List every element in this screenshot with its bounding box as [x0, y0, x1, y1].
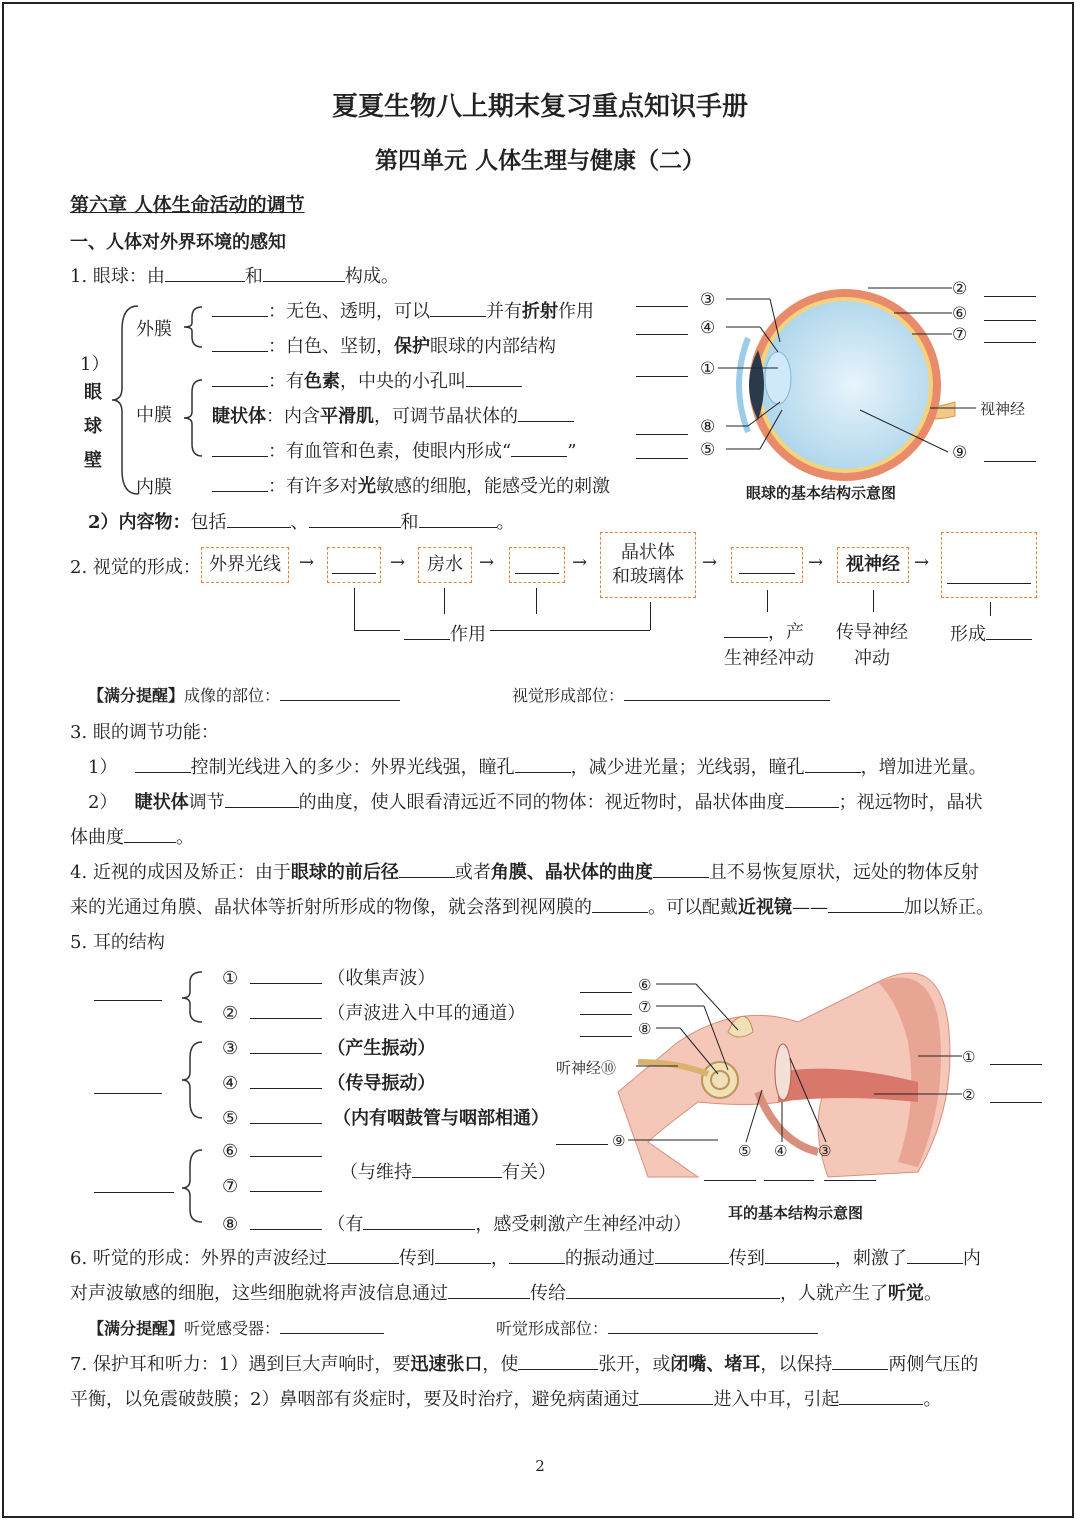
- flow-arrow: →: [572, 552, 588, 573]
- ear-item-7-desc: （与维持 有关）: [340, 1162, 556, 1183]
- eye-label-1: ①: [700, 359, 716, 379]
- section-heading: 一、人体对外界环境的感知: [70, 232, 286, 253]
- hearing-tip: 【满分提醒】听觉感受器：: [88, 1316, 384, 1339]
- auditory-nerve-label: 听神经⑩: [556, 1059, 617, 1077]
- retina-row: ：有许多对光敏感的细胞，能感受光的刺激: [212, 472, 610, 498]
- flow-arrow: →: [808, 552, 824, 573]
- flow-arrow: →: [702, 552, 718, 573]
- ear-label-8: ⑧: [638, 1020, 652, 1038]
- unit-subtitle: 第四单元 人体生理与健康（二）: [374, 147, 705, 174]
- outer-ear-blank[interactable]: [94, 1000, 162, 1001]
- outer-membrane-label: 外膜: [136, 319, 172, 340]
- adjust-line-3: 体曲度 。: [70, 827, 194, 848]
- ear-blank-4[interactable]: [764, 1180, 814, 1181]
- ear-diagram: [578, 962, 1048, 1192]
- myopia-line-2: 来的光通过角膜、晶状体等折射所形成的物像，就会落到视网膜的 。可以配戴近视镜—— 加以矫正。: [70, 897, 994, 918]
- connector: [767, 590, 768, 612]
- ear-item-8: ⑧ （有 ，感受刺激产生神经冲动）: [222, 1214, 692, 1235]
- ear-item-3: ③ （产生振动）: [222, 1038, 436, 1059]
- middle-membrane-label: 中膜: [136, 405, 172, 426]
- ear-label-6: ⑥: [638, 976, 652, 994]
- middle-brace: [180, 378, 206, 458]
- eye-question: 1. 眼球：由 和 构成。: [70, 266, 399, 287]
- ear-blank-8[interactable]: [580, 1036, 632, 1037]
- connector: [536, 588, 537, 614]
- eye-blank-6[interactable]: [984, 320, 1036, 321]
- ciliary-row: 睫状体：内含平滑肌，可调节晶状体的: [212, 402, 574, 428]
- eye-blank-9[interactable]: [984, 461, 1036, 462]
- ear-item-6: ⑥: [222, 1140, 322, 1162]
- flow-box-light: 外界光线: [201, 547, 289, 583]
- eye-label-6: ⑥: [952, 304, 968, 324]
- eye-diagram-caption: 眼球的基本结构示意图: [746, 484, 897, 502]
- hearing-line-1: 6. 听觉的形成：外界的声波经过 传到 ， 的振动通过 传到 ，刺激了 内: [70, 1248, 981, 1269]
- flow-box-lens: 晶状体 和玻璃体: [600, 532, 696, 598]
- flow-box-blank-2[interactable]: [509, 547, 565, 583]
- connector: [490, 630, 650, 631]
- eye-blank-2[interactable]: [984, 296, 1036, 297]
- outer-brace: [180, 305, 206, 349]
- eye-blank-1[interactable]: [636, 376, 688, 377]
- vision-tip-2: 视觉形成部位：: [512, 683, 830, 706]
- ear-label-1: ①: [962, 1048, 976, 1066]
- ear-blank-7[interactable]: [580, 1014, 632, 1015]
- connector: [873, 590, 874, 612]
- flow-arrow: →: [479, 552, 495, 573]
- vision-tip: 【满分提醒】成像的部位：: [88, 683, 400, 706]
- connector: [650, 602, 651, 630]
- eye-label-8: ⑧: [700, 417, 716, 437]
- ear-label-4: ④: [774, 1142, 788, 1160]
- eye-blank-5[interactable]: [636, 458, 688, 459]
- eye-blank-3[interactable]: [636, 306, 688, 307]
- choroid-row: ：有血管和色素，使眼内形成“ ”: [212, 437, 576, 463]
- form-note: 形成: [950, 620, 1032, 646]
- connector: [444, 588, 445, 614]
- flow-arrow: →: [914, 552, 930, 573]
- flow-box-optic-nerve: 视神经: [837, 547, 909, 583]
- protect-line-1: 7. 保护耳和听力：1）遇到巨大声响时，要迅速张口，使 张开，或闭嘴、堵耳，以保持 两侧气压的: [70, 1354, 979, 1375]
- ear-label-3: ③: [818, 1142, 832, 1160]
- ear-blank-6[interactable]: [580, 992, 632, 993]
- eye-wall-label: 眼 球 壁: [84, 382, 102, 471]
- ear-item-2: ② （声波进入中耳的通道）: [222, 1003, 526, 1024]
- ear-blank-9[interactable]: [556, 1144, 608, 1145]
- connector: [990, 602, 991, 616]
- eye-label-3: ③: [700, 290, 716, 310]
- eye-label-4: ④: [700, 318, 716, 338]
- eye-label-2: ②: [952, 279, 968, 299]
- inner-ear-blank[interactable]: [94, 1192, 174, 1193]
- optic-nerve-label: 视神经: [980, 400, 1026, 418]
- ear-label-7: ⑦: [638, 998, 652, 1016]
- flow-arrow: →: [299, 552, 315, 573]
- nerve-note: 传导神经 冲动: [836, 622, 908, 669]
- ear-braces: [178, 968, 208, 1224]
- ear-item-5: ⑤ （内有咽鼓管与咽部相通）: [222, 1108, 550, 1129]
- eye-blank-7[interactable]: [984, 342, 1036, 343]
- ear-label-9: ⑨: [612, 1132, 626, 1150]
- adjust-question: 3. 眼的调节功能：: [70, 722, 219, 743]
- chapter-heading: 第六章 人体生命活动的调节: [70, 194, 305, 216]
- protect-line-2: 平衡，以免震破鼓膜；2）鼻咽部有炎症时，要及时治疗，避免病菌通过 进入中耳，引起 。: [70, 1389, 942, 1410]
- eye-label-9: ⑨: [952, 443, 968, 463]
- ear-blank-2[interactable]: [990, 1102, 1042, 1103]
- inner-membrane-label: 内膜: [136, 477, 172, 498]
- hearing-line-2: 对声波敏感的细胞，这些细胞就将声波信息通过 传给 ，人就产生了听觉。: [70, 1283, 942, 1304]
- ear-blank-5[interactable]: [704, 1180, 756, 1181]
- ear-blank-1[interactable]: [990, 1064, 1042, 1065]
- page-title: 夏夏生物八上期末复习重点知识手册: [331, 92, 748, 122]
- eye-contents-row: 2）内容物：包括 、 和 。: [88, 512, 515, 533]
- flow-box-blank-3[interactable]: [731, 547, 803, 583]
- eye-blank-4[interactable]: [636, 334, 688, 335]
- adjust-line-2: 2） 睫状体调节 的曲度，使人眼看清远近不同的物体：视近物时，晶状体曲度 ；视远物时，晶状: [88, 792, 983, 813]
- ear-item-1: ① （收集声波）: [222, 968, 436, 989]
- iris-row: ：有色素，中央的小孔叫: [212, 367, 522, 393]
- sclera-row: ：白色、坚韧，保护眼球的内部结构: [212, 332, 556, 358]
- hearing-tip-2: 听觉形成部位：: [496, 1316, 818, 1339]
- middle-ear-blank[interactable]: [94, 1093, 162, 1094]
- ear-blank-3[interactable]: [824, 1180, 876, 1181]
- flow-box-blank-4[interactable]: [941, 532, 1037, 598]
- effect-label: 作用: [404, 620, 486, 646]
- flow-box-aqueous: 房水: [418, 547, 472, 583]
- eye-label-7: ⑦: [952, 325, 968, 345]
- eye-diagram: [630, 270, 1050, 500]
- ear-label-5: ⑤: [738, 1142, 752, 1160]
- wall-number: 1）: [80, 354, 110, 375]
- retina-note: ，产 生神经冲动: [724, 622, 814, 669]
- cornea-row: ：无色、透明，可以 并有折射作用: [212, 297, 594, 323]
- eye-blank-8[interactable]: [636, 434, 688, 435]
- flow-box-blank-1[interactable]: [327, 547, 381, 583]
- connector: [354, 630, 400, 631]
- connector: [354, 588, 355, 630]
- adjust-line-1: 1） 控制光线进入的多少：外界光线强，瞳孔 ，减少进光量；光线弱，瞳孔 ，增加进光量。: [88, 757, 987, 778]
- vision-question: 2. 视觉的形成：: [70, 557, 201, 578]
- ear-label-2: ②: [962, 1086, 976, 1104]
- flow-arrow: →: [390, 552, 406, 573]
- ear-item-4: ④ （传导振动）: [222, 1073, 436, 1094]
- page-number: 2: [535, 1457, 545, 1475]
- eye-label-5: ⑤: [700, 440, 716, 460]
- myopia-line-1: 4. 近视的成因及矫正：由于眼球的前后径 或者角膜、晶状体的曲度 且不易恢复原状，远处的物体反射: [70, 862, 979, 883]
- ear-diagram-caption: 耳的基本结构示意图: [728, 1204, 864, 1222]
- ear-item-7: ⑦: [222, 1175, 322, 1197]
- ear-question: 5. 耳的结构: [70, 932, 165, 953]
